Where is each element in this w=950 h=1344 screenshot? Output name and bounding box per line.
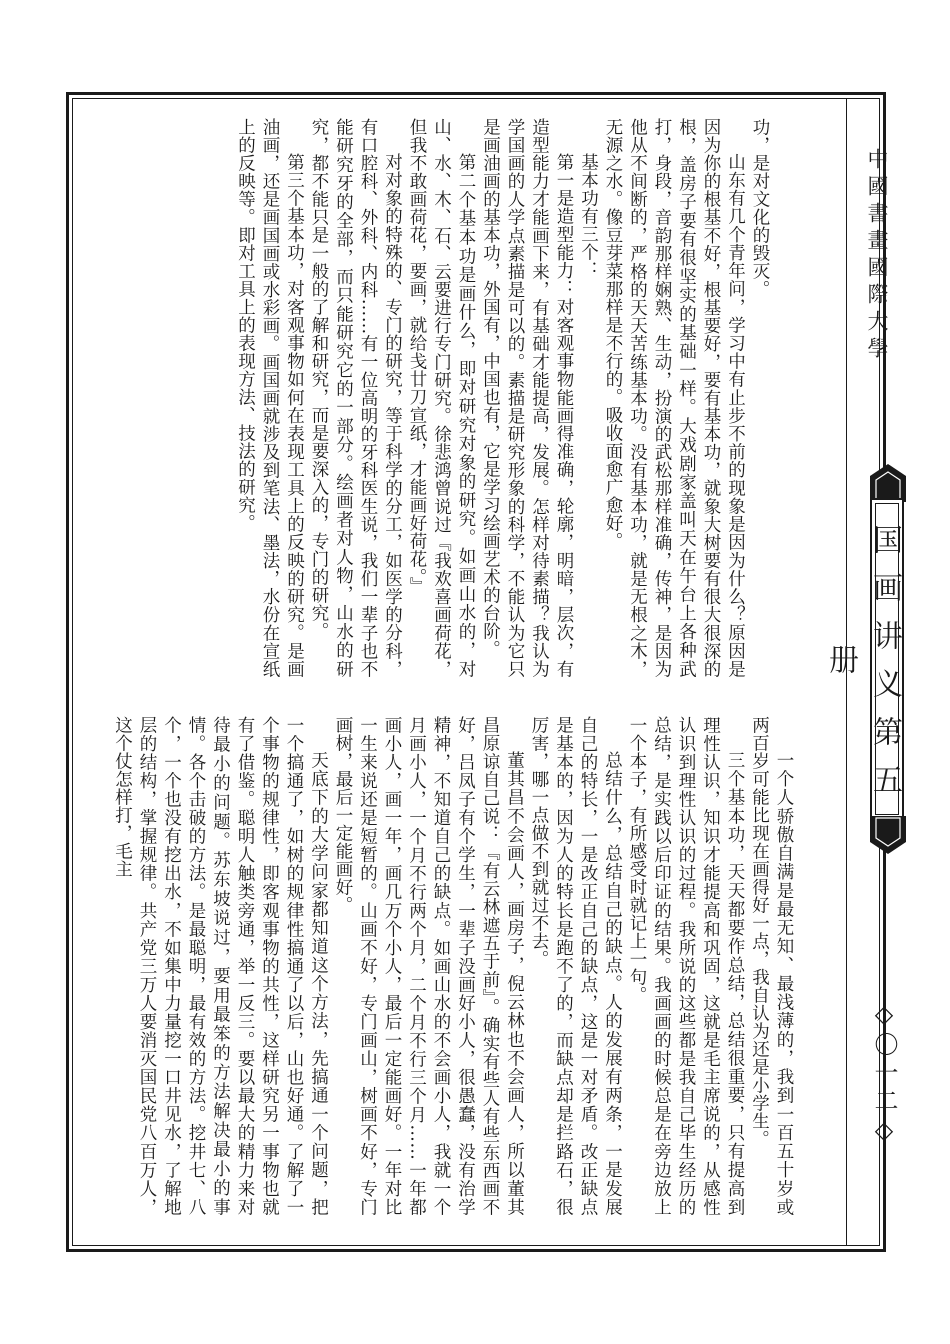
upper-text-section bbox=[112, 118, 772, 678]
paragraph: 第二个基本功是画什么，即对研究对象的研究。如画山水的，对山、水、木、石、云要进行专门研究。徐悲鸿曾说过『我欢喜画荷花，但我不敢画荷花，要画，就给戋廿刀宣纸，才能画好荷花。』 bbox=[407, 118, 476, 678]
paragraph: 总结什么，总结自己的缺点。人的发展有两条，一是发展自己的特长，一是改正自己的缺点，这是一对矛盾。改正缺点是基本的，因为人的特长是跑不了的，而缺点却是拦路石，很厉害，哪一点做不到就过不去。 bbox=[529, 716, 623, 1216]
book-title-box bbox=[823, 498, 904, 820]
university-name: 中國書畫國際大學 bbox=[865, 148, 889, 364]
book-title-band bbox=[823, 462, 910, 856]
paragraph: 对对象的特殊的、专门的研究，等于科学的分工，如医学的分科，有口腔科、外科、内科……有一位高明的牙科医生说，我们一辈子也不能研究牙的全部，而只能研究它的一部分。绘画者对人物，山水的研究，都不能只是一般的了解和研究，而是要深入的，专门的研究。 bbox=[309, 118, 403, 678]
band-bottom-ornament-icon bbox=[866, 812, 910, 856]
paragraph: 山东有几个青年问，学习中有止步不前的现象是因为什么？原因是因为你的根基不好，根基要好，要有基本功，就象大树要有很大很深的根，盖房子要有很坚实的基础一样。大戏剧家盖叫天在午台上各种武打，身段，音韵那样娴熟、生动，扮演的武松那样准确，传神，是因为他从不间断的，严格的天天苦练基本功。没有基本功，就是无根之木，无源之水。像豆芽菜那样是不行的。吸收面愈广愈好。 bbox=[603, 118, 746, 678]
book-title: 国画讲义第五册 bbox=[823, 524, 902, 812]
paragraph: 第三个基本功，对客观事物如何在表现工具上的反映的研究。是画油画，还是画国画或水彩画。画国画就涉及到笔法、墨法，水份在宣纸上的反映等。即对工具上的表现方法、技法的研究。 bbox=[235, 118, 305, 678]
paragraph: 基本功有三个： bbox=[578, 153, 599, 279]
lower-text-section bbox=[112, 716, 796, 1216]
paragraph: 功，是对文化的毁灭。 bbox=[750, 118, 770, 298]
page-number: ◇〇一二◇ bbox=[870, 1000, 898, 1148]
paragraph: 董其昌不会画人，画房子，倪云林也不会画人，所以董其昌原谅自己说：『有云林遮五于前』。确实有些人有些东西画不好，吕凤子有个学生，一辈子没画好小人，很愚蠢，没有治学精神，不知道自己的缺点。如画山水的不会画小人，我就一个月画小人，一个月不行两个月，二个月不行三个月……一年都画小人，画一年，画几万个小人，最后一定能画好。一年对比一生来说还是短暂的。山画不好，专门画山，树画不好，专门画树，最后一定能画好。 bbox=[333, 716, 525, 1216]
paragraph: 三个基本功，天天都要作总结，总结很重要，只有提高到理性认识，知识才能提高和巩固，这就是毛主席说的，从感性认识到理性认识的过程。我所说的这些都是我自己毕生经历的总结，是实践以后印证的结果。我画画的时候总是在旁边放上一个本子，有所感受时就记上一句。 bbox=[627, 716, 745, 1216]
paragraph: 第一是造型能力：对客观事物能画得准确，轮廓，明暗，层次，有造型能力才能画下来，有基础才能提高，发展。怎样对待素描？我认为学国画的人学点素描是可以的。素描是研究形象的科学，不能认为它只是画油画的基本功，外国有，中国也有，它是学习绘画艺术的台阶。 bbox=[480, 118, 574, 678]
paragraph: 天底下的大学问家都知道这个方法，先搞通一个问题，把一个搞通了，如树的规律性搞通了以后，山也好通。了解了一个事物的规律性，即客观事物的共性，这样研究另一事物也就有了借鉴。聪明人触类旁通，举一反三。要以最大的精力来对待最小的问题。苏东坡说过，要用最笨的方法解决最小的事情。各个击破的方法。是最聪明，最有效的方法。挖井七、八个，一个也没有挖出水，不如集中力量挖一口井见水，了解地层的结构，掌握规律。共产党三万人要消灭国民党八百万人，这个仗怎样打，毛主 bbox=[112, 716, 329, 1216]
paragraph: 一个人骄傲自满是最无知、最浅薄的，我到一百五十岁或两百岁可能比现在画得好一点，我自认为还是小学生。 bbox=[749, 716, 794, 1216]
